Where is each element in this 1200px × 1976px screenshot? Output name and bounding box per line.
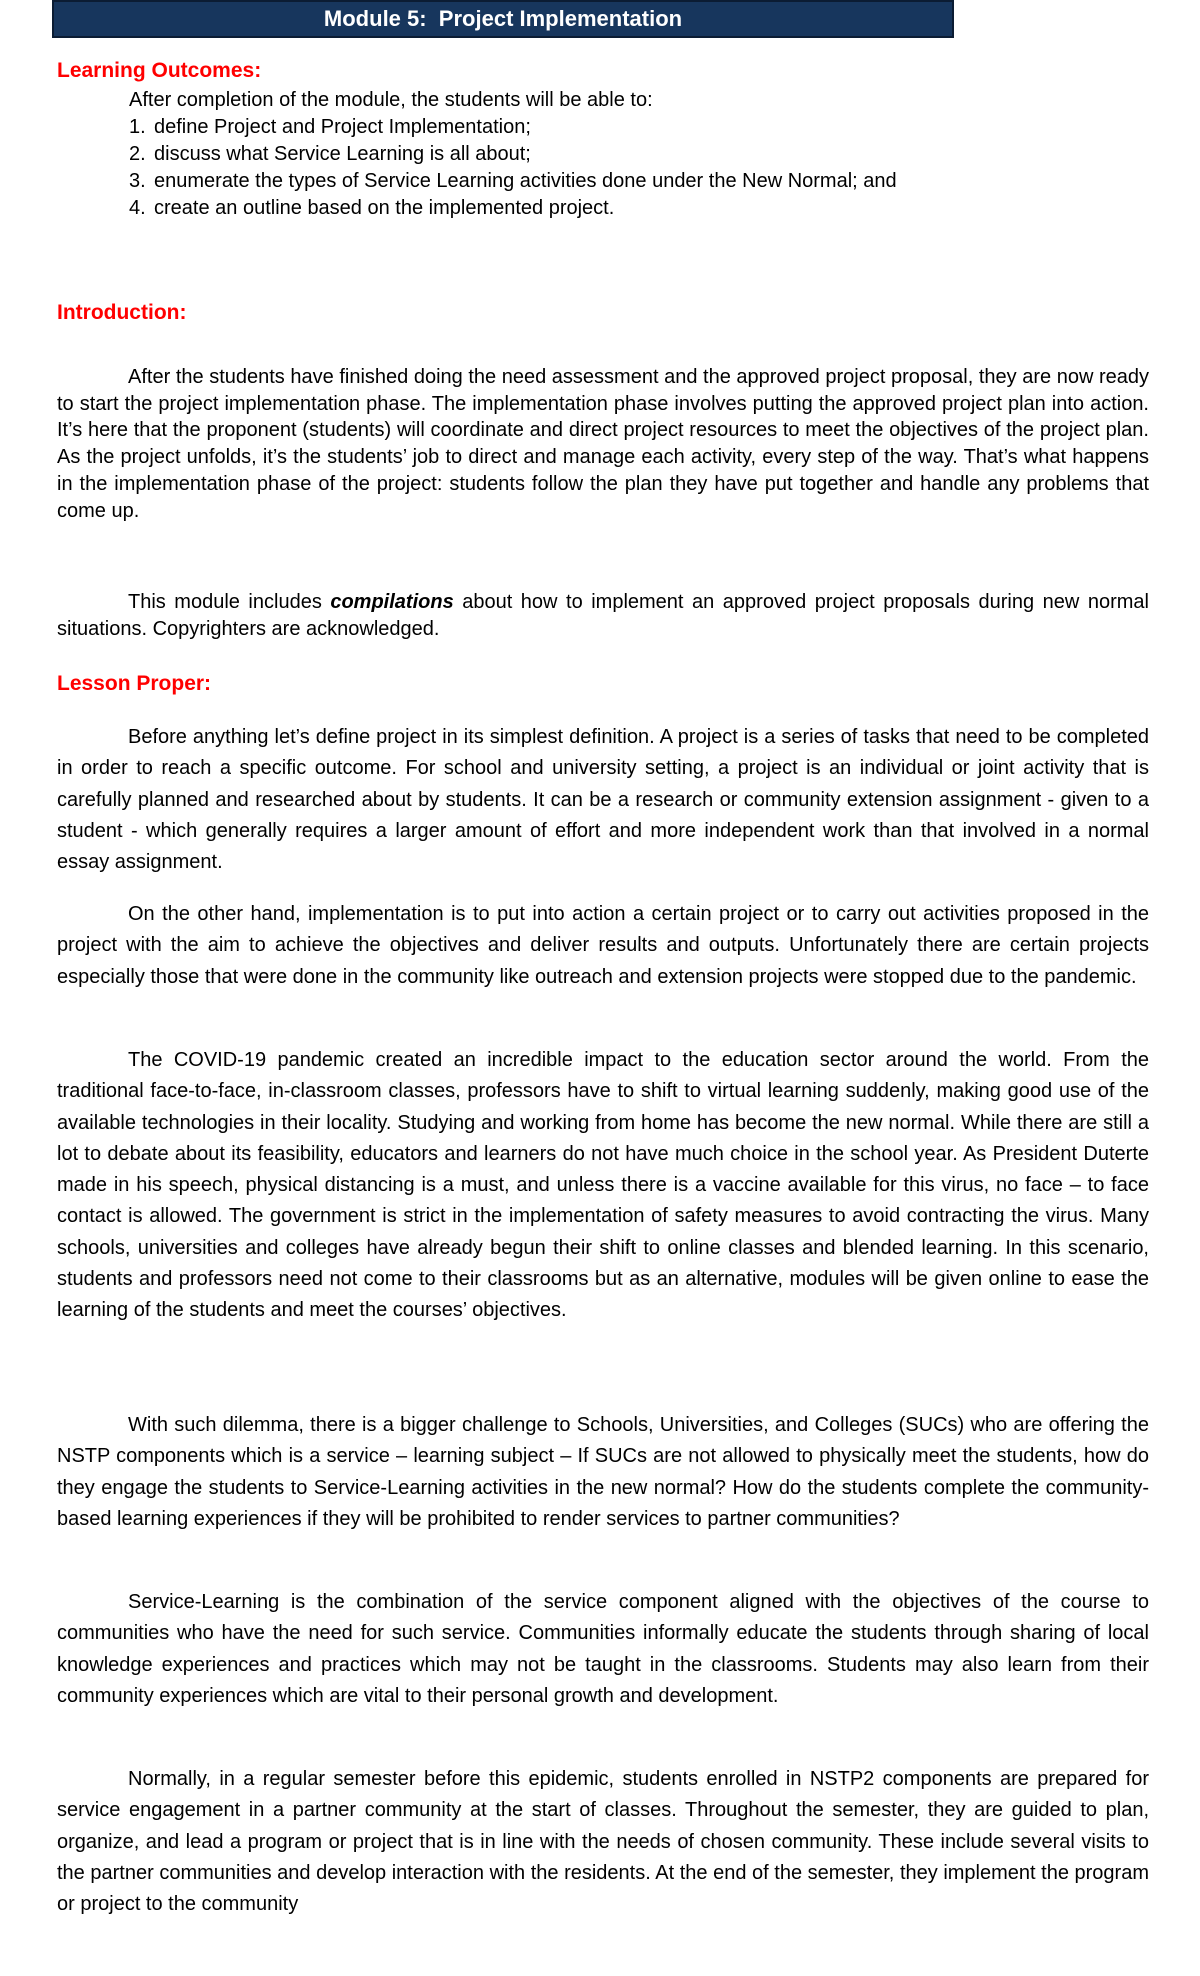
- lesson-proper-heading: Lesson Proper:: [57, 672, 212, 695]
- lesson-paragraph: The COVID-19 pandemic created an incredible impact to the education sector around the world. From the traditional face-to-face, in-classroom classes, professors have to shift to virtual learning suddenly, making good use of the available technologies in their locality. Studying and working from home has become the new normal. While there are still a lot to debate about its feasibility, educators and learners do not have much choice in the school year. As President Duterte made in his speech, physical distancing is a must, and unless there is a vaccine available for this virus, no face – to face contact is allowed. The government is strict in the implementation of safety measures to avoid contracting the virus. Many schools, universities and colleges have already begun their shift to online classes and blended learning. In this scenario, students and professors need not come to their classrooms but as an alternative, modules will be given online to ease the learning of the students and meet the courses’ objectives.: [57, 1049, 1149, 1322]
- outcomes-ordered-list: [129, 114, 929, 222]
- lesson-paragraph: With such dilemma, there is a bigger challenge to Schools, Universities, and Colleges (SUCs) who are offering the NSTP components which is a service – learning subject – If SUCs are not allowed to physically meet the students, how do they engage the students to Service-Learning activities in the new normal? How do the students complete the community-based learning experiences if they will be prohibited to render services to partner communities?: [57, 1414, 1149, 1530]
- learning-outcomes-heading: Learning Outcomes:: [57, 59, 262, 82]
- learning-outcomes-intro: After completion of the module, the students will be able to:: [129, 89, 653, 111]
- introduction-paragraph-2: [57, 589, 1149, 642]
- lesson-paragraph: Before anything let’s define project in its simplest definition. A project is a series of tasks that need to be completed in order to reach a specific outcome. For school and university setting, a project is an individual or joint activity that is carefully planned and researched about by students. It can be a research or community extension assignment - given to a student - which generally requires a larger amount of effort and more independent work than that involved in a normal essay assignment.: [57, 726, 1149, 874]
- lesson-paragraph: Normally, in a regular semester before this epidemic, students enrolled in NSTP2 components are prepared for service engagement in a partner community at the start of classes. Throughout the semester, they are guided to plan, organize, and lead a program or project that is in line with the needs of chosen community. These include several visits to the partner communities and develop interaction with the residents. At the end of the semester, they implement the program or project to the community: [57, 1768, 1149, 1916]
- outcome-item: [129, 195, 929, 222]
- lesson-paragraph: Service-Learning is the combination of the service component aligned with the objectives of the course to communities who have the need for such service. Communities informally educate the students through sharing of local knowledge experiences and practices which may not be taught in the classrooms. Students may also learn from their community experiences which are vital to their personal growth and development.: [57, 1591, 1149, 1707]
- outcome-number: 4.: [129, 197, 146, 219]
- outcome-text: create an outline based on the implemented project.: [154, 197, 615, 219]
- outcome-number: 2.: [129, 143, 146, 165]
- module-title-banner: Module 5: Project Implementation: [52, 0, 954, 38]
- outcome-item: [129, 141, 929, 168]
- outcome-number: 1.: [129, 116, 146, 138]
- outcome-item: [129, 168, 929, 195]
- outcome-text: discuss what Service Learning is all about;: [154, 143, 531, 165]
- intro-p2-emphasis: compilations: [330, 591, 454, 613]
- outcome-text: define Project and Project Implementation;: [154, 116, 531, 138]
- lesson-paragraph: On the other hand, implementation is to put into action a certain project or to carry out activities proposed in the project with the aim to achieve the objectives and deliver results and outputs. Unfortunately there are certain projects especially those that were done in the community like outreach and extension projects were stopped due to the pandemic.: [57, 903, 1149, 988]
- learning-outcomes-list: [129, 87, 929, 222]
- introduction-paragraph-1: After the students have finished doing the need assessment and the approved project proposal, they are now ready to start the project implementation phase. The implementation phase involves putting the approved project plan into action. It’s here that the proponent (students) will coordinate and direct project resources to meet the objectives of the project plan. As the project unfolds, it’s the students’ job to direct and manage each activity, every step of the way. That’s what happens in the implementation phase of the project: students follow the plan they have put together and handle any problems that come up.: [57, 366, 1149, 522]
- intro-p2-text: about how to implement an approved project proposals during new normal situations. Copyrighters are acknowledged.: [57, 591, 1149, 640]
- outcome-item: [129, 114, 929, 141]
- outcome-text: enumerate the types of Service Learning activities done under the New Normal; and: [154, 170, 897, 192]
- intro-p2-text: This module includes: [128, 591, 331, 613]
- outcome-number: 3.: [129, 170, 146, 192]
- introduction-heading: Introduction:: [57, 301, 187, 324]
